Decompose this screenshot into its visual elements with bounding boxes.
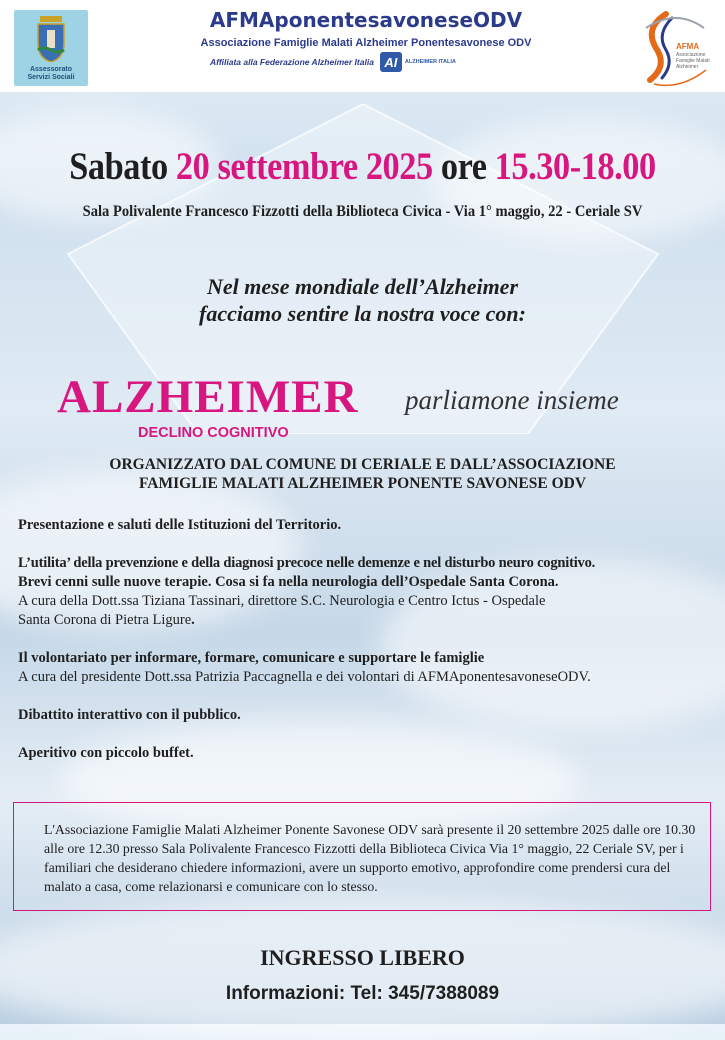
afma-swirl-icon bbox=[636, 8, 714, 88]
afma-logo-label: AFMA bbox=[676, 42, 700, 51]
program bbox=[18, 516, 718, 763]
afma-logo-small: Associazione Famiglie Malati Alzheimer bbox=[676, 52, 710, 70]
program-item bbox=[18, 611, 718, 630]
organizers-line: ORGANIZZATO DAL COMUNE DI CERIALE E DALL’ASSOCIAZIONE bbox=[109, 456, 616, 473]
affiliation-text: Affiliata alla Federazione Alzheimer Italia bbox=[210, 57, 374, 67]
alzheimer-italia-logo bbox=[380, 52, 456, 72]
header-bar bbox=[0, 0, 725, 93]
event-date: 20 settembre 2025 bbox=[175, 145, 433, 188]
organizers bbox=[0, 455, 725, 493]
org-title: AFMAponentesavoneseODV bbox=[209, 8, 523, 32]
comune-logo bbox=[14, 10, 88, 86]
comune-logo-caption: Assessorato bbox=[29, 66, 73, 73]
program-item: A cura della Dott.ssa Tiziana Tassinari, direttore S.C. Neurologia e Centro Ictus - Ospedale bbox=[18, 593, 546, 609]
headline-subtitle: DECLINO COGNITIVO bbox=[138, 425, 289, 441]
free-entry-label: INGRESSO LIBERO bbox=[260, 945, 465, 970]
coat-of-arms-icon bbox=[36, 16, 66, 62]
program-item: A cura del presidente Dott.ssa Patrizia Paccagnella e dei volontari di AFMAponentesavoneseODV. bbox=[18, 669, 591, 685]
program-item-end: . bbox=[191, 612, 195, 628]
info-box bbox=[13, 802, 711, 911]
org-full-name: Associazione Famiglie Malati Alzheimer Ponentesavonese ODV bbox=[200, 37, 532, 49]
program-item: L’utilita’ della prevenzione e della diagnosi precoce nelle demenze e nel disturbo neuro cognitivo. bbox=[18, 555, 596, 571]
organizers-line: FAMIGLIE MALATI ALZHEIMER PONENTE SAVONESE ODV bbox=[138, 475, 587, 492]
affiliation-row bbox=[210, 51, 456, 73]
event-date-line bbox=[44, 144, 682, 189]
headline-tagline: parliamone insieme bbox=[405, 385, 619, 415]
info-box-text: L'Associazione Famiglie Malati Alzheimer Ponente Savonese ODV sarà presente il 20 settembre 2025 dalle ore 10.30 alle ore 12.30 presso Sala Polivalente Francesco Fizzotti della Biblioteca Civica Via 1° maggio, 22 Ceriale SV, per i familiari che desiderano chiedere informazioni, avere un supporto emotivo, approfondire come prendersi cura del malato a casa, come relazionarsi e comunicare con lo stesso. bbox=[44, 822, 696, 894]
alzheimer-italia-name: ALZHEIMER ITALIA bbox=[404, 59, 456, 65]
event-ore: ore bbox=[440, 145, 487, 188]
program-item: Presentazione e saluti delle Istituzioni del Territorio. bbox=[18, 517, 342, 533]
intro-text bbox=[0, 273, 725, 327]
afma-logo bbox=[636, 8, 714, 88]
comune-logo-caption: Servizi Sociali bbox=[27, 74, 75, 81]
program-item: Il volontariato per informare, formare, comunicare e supportare le famiglie bbox=[18, 650, 485, 666]
program-item: Brevi cenni sulle nuove terapie. Cosa si fa nella neurologia dell’Ospedale Santa Corona. bbox=[18, 574, 559, 590]
program-item-text: Santa Corona di Pietra Ligure bbox=[18, 612, 192, 628]
intro-line: facciamo sentire la nostra voce con: bbox=[199, 301, 526, 326]
program-item: Aperitivo con piccolo buffet. bbox=[18, 745, 194, 761]
event-venue: Sala Polivalente Francesco Fizzotti della Biblioteca Civica - Via 1° maggio, 22 - Ceriale SV bbox=[82, 203, 643, 220]
headline-title: ALZHEIMER bbox=[57, 371, 359, 423]
alzheimer-italia-mark-icon: AI bbox=[380, 52, 402, 72]
event-day: Sabato bbox=[69, 145, 168, 188]
intro-line: Nel mese mondiale dell’Alzheimer bbox=[206, 274, 519, 299]
event-time: 15.30-18.00 bbox=[494, 145, 656, 188]
contact-info: Informazioni: Tel: 345/7388089 bbox=[225, 983, 500, 1004]
program-item: Dibattito interattivo con il pubblico. bbox=[18, 707, 241, 723]
